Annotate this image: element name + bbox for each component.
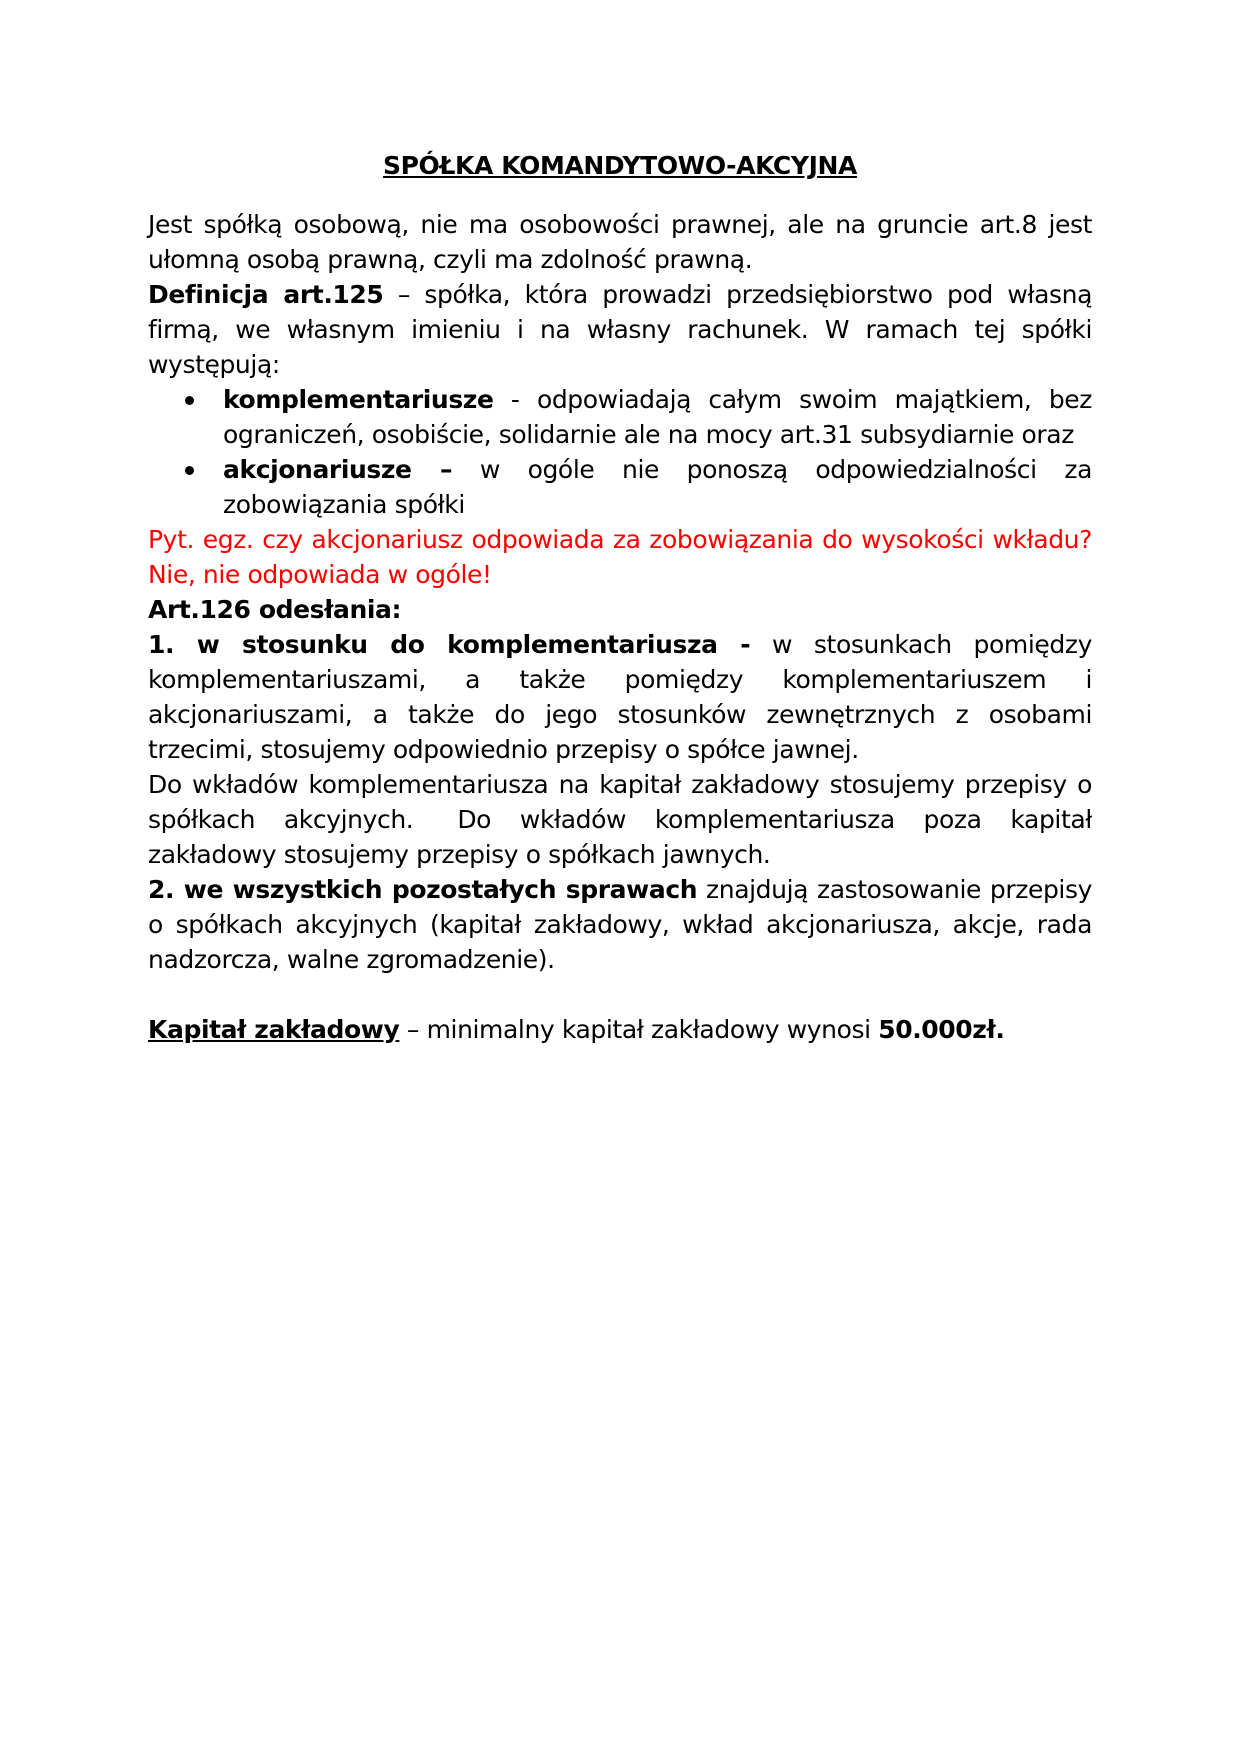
capital-amount: 50.000zł. [878, 1015, 1005, 1044]
bullet-term: komplementariusze [223, 385, 494, 414]
bullet-icon [185, 396, 194, 405]
capital-text: – minimalny kapitał zakładowy wynosi [399, 1015, 879, 1044]
capital-label: Kapitał zakładowy [148, 1015, 400, 1044]
bullet-sep [452, 455, 480, 484]
point1-label: 1. w stosunku do komplementariusza - [148, 630, 751, 659]
blank-line [148, 977, 1092, 1012]
art126-heading: Art.126 odesłania: [148, 595, 402, 624]
bullet-sep: - [493, 385, 537, 414]
point1-text: w stosunkach pomiędzy komplementariuszami, a także pomiędzy komplementariuszem i akcjonariuszami, a także do jego stosunków zewnętrznych z osobami trzecimi, stosujemy odpowiednio przepisy o spółce jawnej. [148, 630, 1092, 764]
list-item [223, 452, 1092, 522]
bullet-icon [185, 466, 194, 475]
intro-paragraph: Jest spółką osobową, nie ma osobowości prawnej, ale na gruncie art.8 jest ułomną osobą prawną, czyli ma zdolność prawną. [148, 210, 1092, 274]
art126-point1 [148, 627, 1092, 767]
point2-label: 2. we wszystkich pozostałych sprawach [148, 875, 698, 904]
definition-text: – spółka, która prowadzi przedsiębiorstwo pod własną firmą, we własnym imieniu i na własny rachunek. W ramach tej spółki występują: [148, 280, 1092, 379]
page-title: SPÓŁKA KOMANDYTOWO-AKCYJNA [383, 151, 857, 180]
contributions-paragraph [148, 767, 1092, 872]
document-body [148, 148, 1092, 1047]
exam-question: Pyt. egz. czy akcjonariusz odpowiada za zobowiązania do wysokości wkładu? Nie, nie odpowiada w ogóle! [148, 525, 1092, 589]
definition-paragraph [148, 277, 1092, 382]
capital-paragraph [148, 1012, 1092, 1047]
partner-list [148, 382, 1092, 522]
art126-point2 [148, 872, 1092, 977]
bullet-text: w ogóle nie ponoszą odpowiedzialności za zobowiązania spółki [223, 455, 1093, 519]
bullet-term: akcjonariusze – [223, 455, 453, 484]
bullet-text: odpowiadają całym swoim majątkiem, bez ograniczeń, osobiście, solidarnie ale na mocy art.31 subsydiarnie oraz [223, 385, 1093, 449]
contributions-a: Do wkładów komplementariusza na kapitał zakładowy stosujemy przepisy o spółkach akcyjnych. [148, 770, 1092, 834]
contributions-b: Do wkładów komplementariusza poza kapitał zakładowy stosujemy przepisy o spółkach jawnych. [148, 805, 1092, 869]
definition-label: Definicja art.125 [148, 280, 384, 309]
point2-text: znajdują zastosowanie przepisy o spółkach akcyjnych (kapitał zakładowy, wkład akcjonariusza, akcje, rada nadzorcza, walne zgromadzenie). [148, 875, 1093, 974]
list-item [223, 382, 1092, 452]
